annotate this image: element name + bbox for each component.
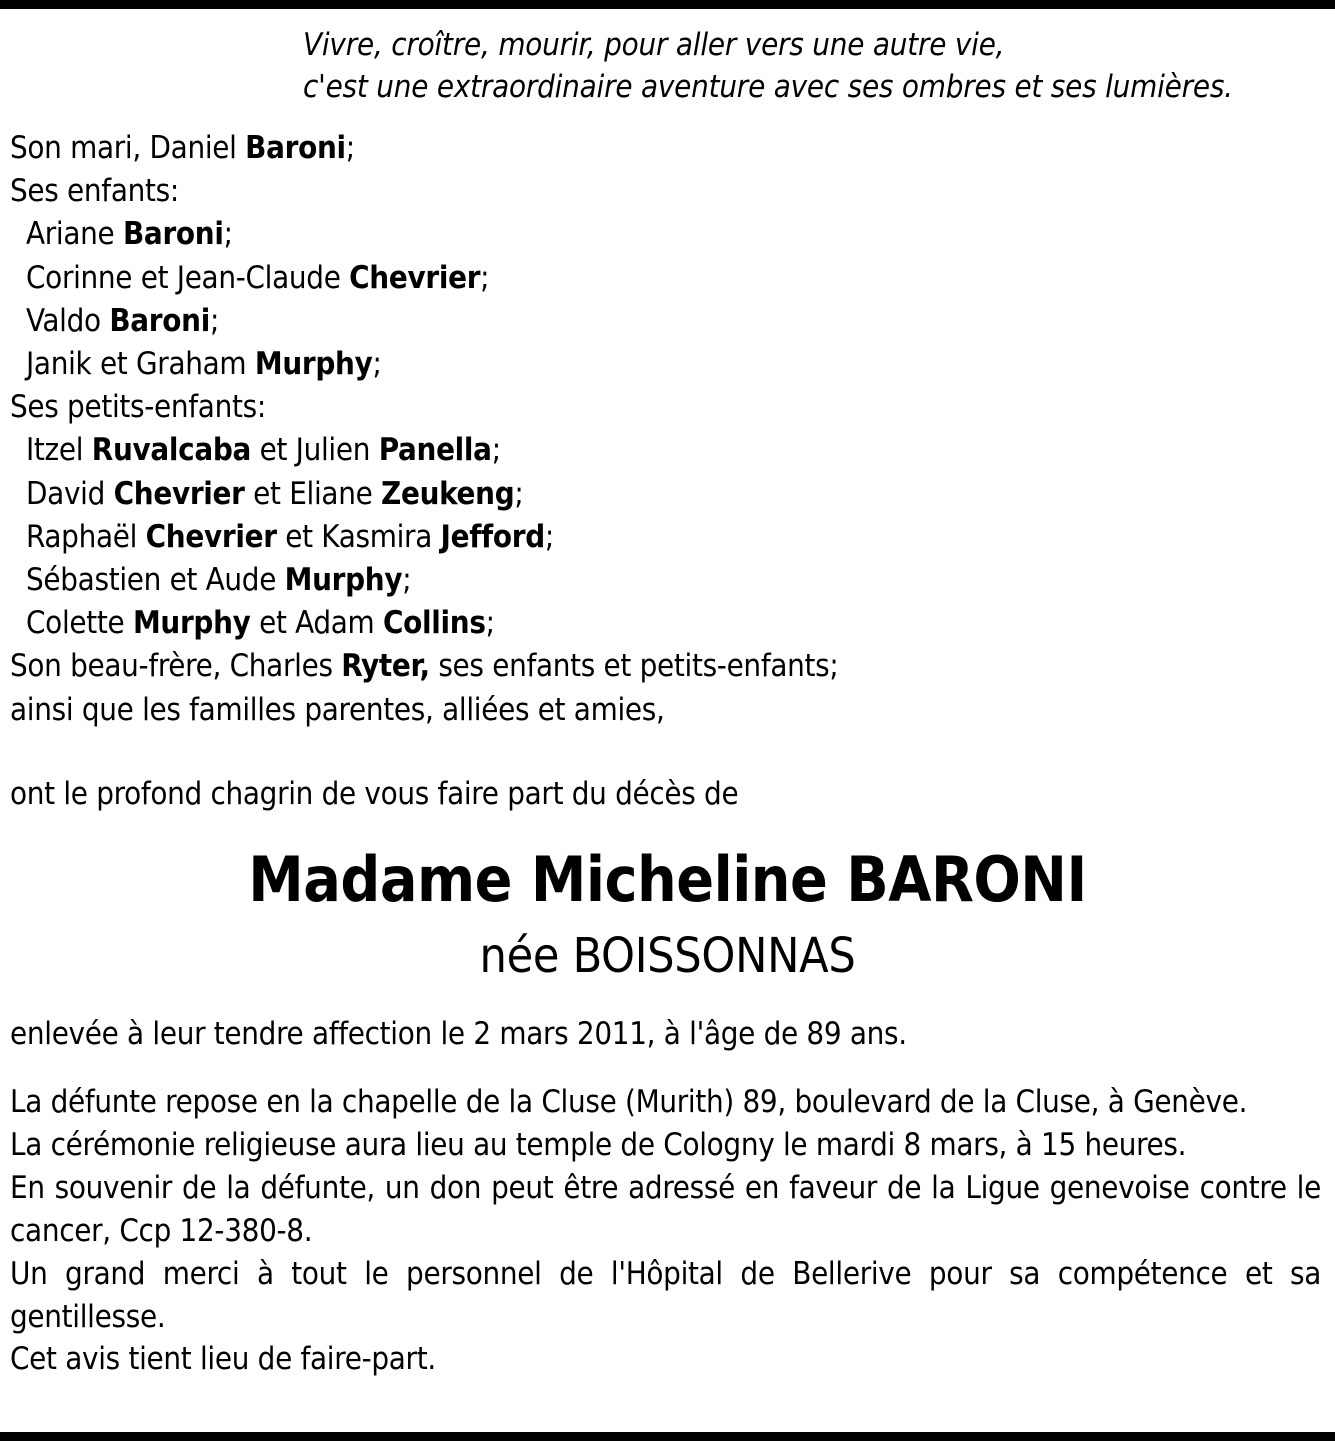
- extended-family-line: ainsi que les familles parentes, alliées et amies,: [10, 691, 665, 728]
- grandchild-entry: [10, 602, 838, 645]
- child-entry: [10, 343, 838, 386]
- grandchild-given-name: David: [26, 475, 114, 512]
- grandchild-entry: [10, 473, 838, 516]
- partner-surname: Panella: [378, 432, 492, 469]
- death-date-line: enlevée à leur tendre affection le 2 mars 2011, à l'âge de 89 ans.: [10, 1016, 907, 1052]
- grandchild-surname: Murphy: [132, 605, 251, 642]
- top-border-rule: [0, 0, 1335, 9]
- family-list: [10, 127, 838, 732]
- grandchild-surname: Ruvalcaba: [91, 432, 252, 469]
- husband-line: [10, 127, 838, 170]
- grandchild-surname: Chevrier: [113, 475, 245, 512]
- deceased-name: Madame Micheline BARONI: [248, 843, 1087, 916]
- partner-given-name: et Adam: [250, 605, 383, 642]
- child-surname: Murphy: [254, 346, 373, 383]
- punctuation: ;: [223, 216, 233, 253]
- child-given-name: Ariane: [26, 216, 123, 253]
- epigraph-line-2: c'est une extraordinaire aventure avec ses ombres et ses lumières.: [303, 69, 1233, 105]
- punctuation: ;: [514, 475, 524, 512]
- brother-in-law-surname: Ryter,: [341, 648, 430, 685]
- partner-given-name: et Kasmira: [276, 518, 441, 555]
- grandchild-given-name: Raphaël: [26, 518, 146, 555]
- partner-surname: Zeukeng: [381, 475, 515, 512]
- viewing-location: La défunte repose en la chapelle de la Cluse (Murith) 89, boulevard de la Cluse, à Genève.: [10, 1084, 1248, 1120]
- child-given-name: Corinne et Jean-Claude: [26, 259, 350, 296]
- partner-surname: Jefford: [440, 518, 545, 555]
- grandchild-entry: [10, 429, 838, 472]
- child-entry: [10, 213, 838, 256]
- epigraph: [303, 24, 1233, 108]
- grandchildren-heading: Ses petits-enfants:: [10, 389, 266, 426]
- deceased-maiden-name: née BOISSONNAS: [479, 928, 856, 984]
- epigraph-line-1: Vivre, croître, mourir, pour aller vers une autre vie,: [303, 27, 1005, 63]
- grandchild-given-name: Itzel: [26, 432, 92, 469]
- grandchild-entry: [10, 559, 838, 602]
- brother-in-law-line: [10, 645, 838, 688]
- ceremony-info: La cérémonie religieuse aura lieu au temple de Cologny le mardi 8 mars, à 15 heures.: [10, 1126, 1187, 1163]
- grandchild-given-name: Sébastien et Aude: [26, 562, 285, 599]
- grandchild-surname: Chevrier: [145, 518, 277, 555]
- child-given-name: Valdo: [26, 302, 110, 339]
- punctuation: ;: [544, 518, 554, 555]
- thanks-note: Un grand merci à tout le personnel de l'Hôpital de Bellerive pour sa compétence et sa gentillesse.: [10, 1255, 1321, 1335]
- children-heading: Ses enfants:: [10, 173, 179, 210]
- brother-in-law-given-name: Son beau-frère, Charles: [10, 648, 342, 685]
- punctuation: ;: [372, 346, 382, 383]
- partner-given-name: et Julien: [251, 432, 379, 469]
- bottom-border-rule: [0, 1432, 1335, 1441]
- husband-given-name: Son mari, Daniel: [10, 130, 246, 166]
- grandchild-surname: Murphy: [284, 562, 403, 599]
- punctuation: ;: [485, 605, 495, 642]
- brother-in-law-descendants: ses enfants et petits-enfants;: [429, 648, 839, 685]
- punctuation: ;: [345, 130, 355, 166]
- funeral-details: [10, 1081, 1321, 1381]
- child-surname: Baroni: [109, 302, 210, 339]
- closing-note: Cet avis tient lieu de faire-part.: [10, 1341, 436, 1378]
- announcement-intro: ont le profond chagrin de vous faire part du décès de: [10, 776, 739, 812]
- punctuation: ;: [491, 432, 501, 469]
- punctuation: ;: [209, 302, 220, 339]
- child-given-name: Janik et Graham: [26, 346, 255, 383]
- donation-info: En souvenir de la défunte, un don peut être adressé en faveur de la Ligue genevoise contre le cancer, Ccp 12-380-8.: [10, 1169, 1321, 1249]
- punctuation: ;: [402, 562, 412, 599]
- partner-surname: Collins: [383, 605, 486, 642]
- partner-given-name: et Eliane: [244, 475, 382, 512]
- husband-surname: Baroni: [245, 130, 346, 166]
- grandchild-given-name: Colette: [26, 605, 133, 642]
- child-surname: Baroni: [122, 216, 224, 253]
- punctuation: ;: [480, 259, 490, 296]
- child-entry: [10, 257, 838, 300]
- grandchild-entry: [10, 516, 838, 559]
- child-surname: Chevrier: [349, 259, 481, 296]
- child-entry: [10, 300, 838, 343]
